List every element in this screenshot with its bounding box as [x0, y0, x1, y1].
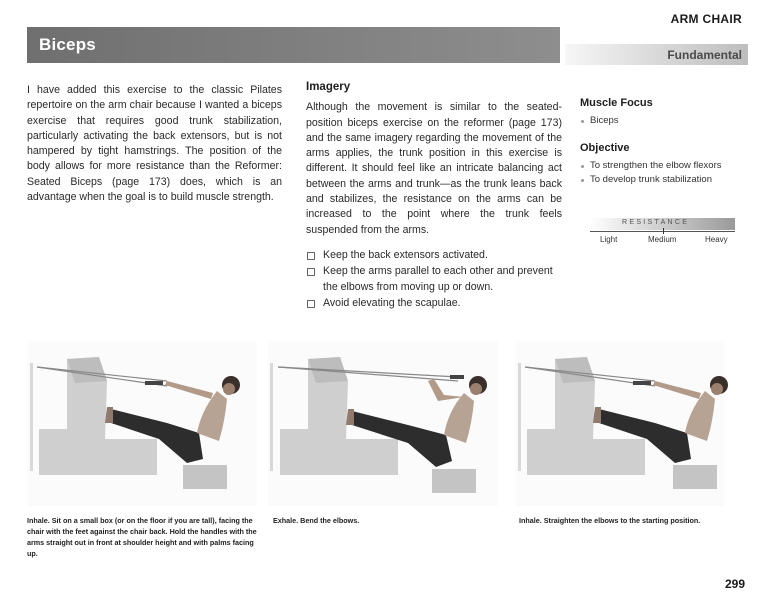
caption-3: Inhale. Straighten the elbows to the starting position.: [519, 516, 701, 525]
objective-heading: Objective: [580, 142, 630, 154]
level-bar: [565, 44, 748, 65]
intro-text: I have added this exercise to the classic Pilates repertoire on the arm chair because I wanted a biceps exercise that requires good trunk stabilization, particularly activating the back extensors, but is not hampered by tight hamstrings. The position of the body allows for more resistance than the Reformer: Seated Biceps (page 173) does, which is an advantage when the goal is to build muscle strength.: [27, 84, 282, 204]
checkbox-icon: [307, 268, 315, 276]
objective-list: [580, 159, 745, 187]
list-item: Biceps: [580, 114, 745, 128]
exercise-photo-2: [268, 341, 498, 506]
imagery-heading: Imagery: [306, 81, 351, 93]
list-item: To strengthen the elbow flexors: [580, 159, 745, 173]
exercise-photo-1: [27, 341, 257, 506]
resistance-label: RESISTANCE: [622, 219, 690, 226]
resistance-level-medium: Medium: [648, 235, 677, 244]
imagery-text: Although the movement is similar to the seated-position biceps exercise on the reformer (page 173) and the same imagery regarding the movement of the arms applies, the trunk position in this exercise is different. It should feel like an intricate balancing act between the arms and trunk—as the trunk leans back and stabilizes, the resistance on the arms can be increased to the point where the trunk feels suspended from the arms.: [306, 101, 562, 236]
resistance-level-heavy: Heavy: [705, 235, 728, 244]
checkbox-icon: [307, 300, 315, 308]
page-number: 299: [724, 577, 745, 591]
checklist: [306, 248, 562, 312]
checkbox-icon: [307, 252, 315, 260]
bullet-icon: [581, 179, 584, 182]
exercise-photo-3: [515, 341, 745, 506]
caption-1: Inhale. Sit on a small box (or on the floor if you are tall), facing the chair with the feet against the chair back. Hold the handles with the arms straight out in front at shoulder height and with palms facing up.: [27, 516, 257, 558]
resistance-level-light: Light: [600, 235, 618, 244]
checklist-item: Avoid elevating the scapulae.: [306, 296, 562, 311]
title-bar: [27, 27, 560, 63]
muscle-focus-heading: Muscle Focus: [580, 97, 653, 109]
intro-column: [27, 83, 282, 205]
list-item: To develop trunk stabilization: [580, 173, 745, 187]
imagery-column: [306, 80, 562, 313]
resistance-marker: [663, 228, 664, 234]
bullet-icon: [581, 165, 584, 168]
running-header: ARM CHAIR: [670, 12, 742, 26]
sidebar: [580, 97, 745, 201]
level-label: Fundamental: [667, 48, 742, 62]
bullet-icon: [581, 120, 584, 123]
caption-2: Exhale. Bend the elbows.: [273, 516, 360, 525]
muscle-focus-list: [580, 114, 745, 128]
resistance-scale: [590, 218, 735, 246]
checklist-item: Keep the arms parallel to each other and prevent the elbows from moving up or down.: [306, 264, 562, 295]
checklist-item: Keep the back extensors activated.: [306, 248, 562, 263]
page-title: Biceps: [39, 35, 96, 54]
